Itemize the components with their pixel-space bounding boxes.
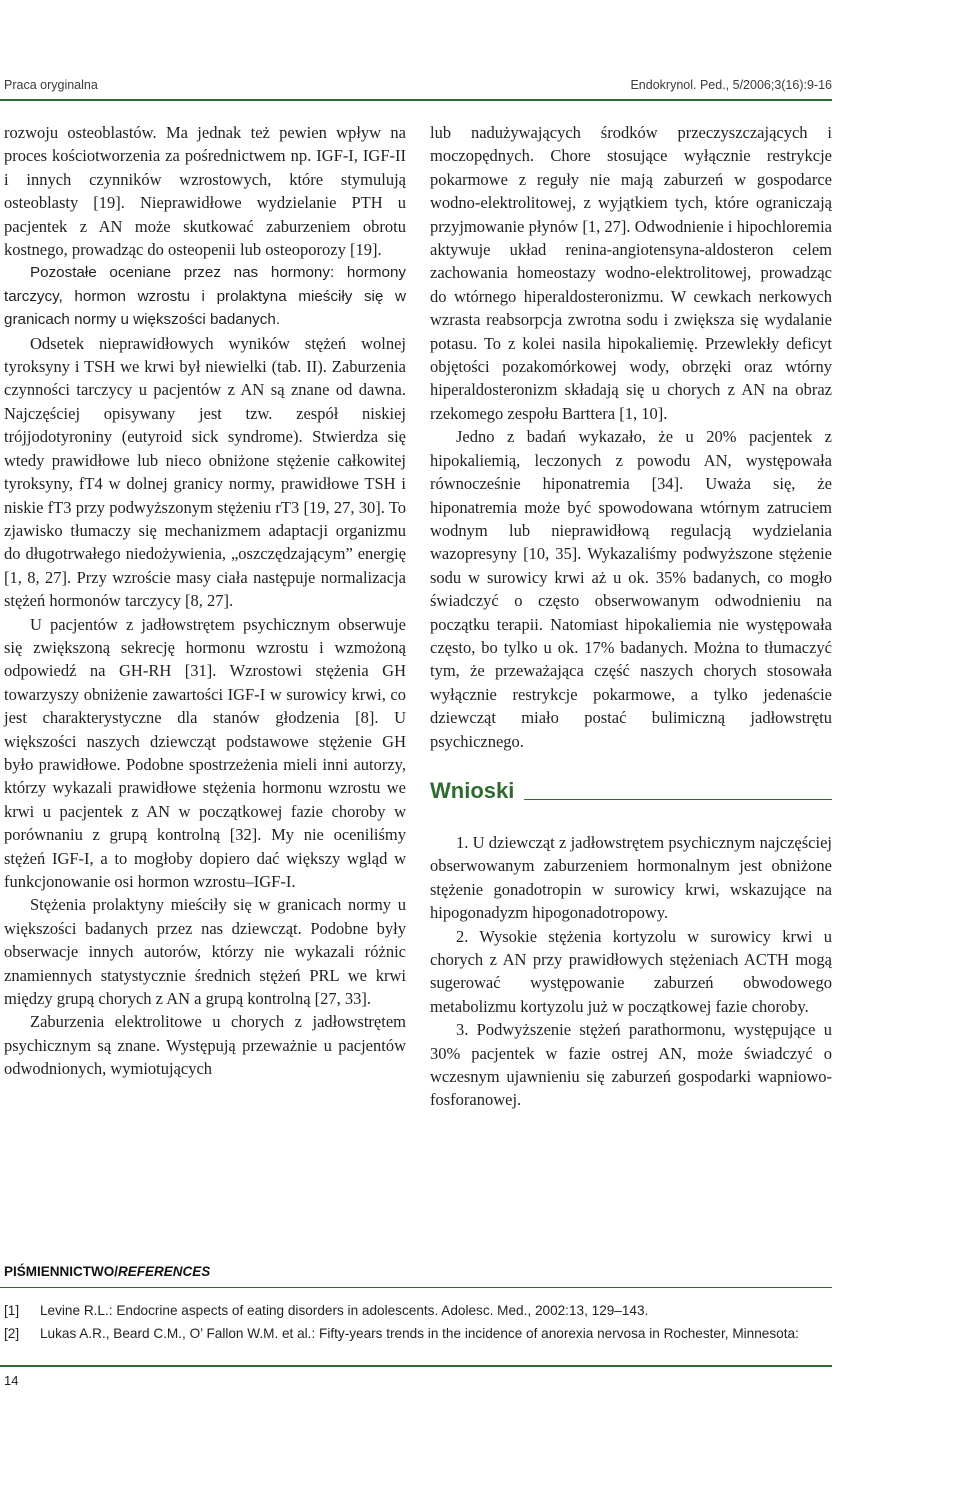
reference-item [4, 1303, 834, 1326]
reference-item [4, 1326, 834, 1349]
footer-divider [0, 1365, 832, 1367]
reference-number: [1] [4, 1303, 20, 1318]
section-title-underline [524, 799, 832, 800]
body-paragraph: Odsetek nieprawidłowych wyników stężeń wolnej tyroksyny i TSH we krwi był niewielki (tab. II). Zaburzenia czynności tarczycy u pacjentów z AN są znane od dawna. Najczęściej opisywany jest tzw. zespół niskiej trójjodotyroniny (eutyroid sick syndrome). Stwierdza się wtedy prawidłowe lub nieco obniżone stężenie całkowitej tyroksyny, fT4 w dolnej granicy normy, prawidłowe TSH i niskie fT3 przy podwyższonym stężeniu rT3 [19, 27, 30]. To zjawisko tłumaczy się mechanizmem adaptacji organizmu do długotrwałego niedożywienia, „oszczędzającym” energię [1, 8, 27]. Przy wzroście masy ciała następuje normalizacja stężeń hormonów tarczycy [8, 27]. [4, 333, 406, 611]
reference-text: Lukas A.R., Beard C.M., O’ Fallon W.M. et al.: Fifty-years trends in the incidence of anorexia nervosa in Rochester, Minnesota: [40, 1326, 799, 1341]
left-text-column [4, 121, 406, 1081]
conclusion-item: 2. Wysokie stężenia kortyzolu w surowicy krwi u chorych z AN przy prawidłowych stężeniach ACTH mogą sugerować występowanie zaburzeń obwodowego metabolizmu kortyzolu już w początkowej fazie choroby. [430, 926, 832, 1016]
references-divider [0, 1287, 832, 1288]
page-number: 14 [4, 1373, 19, 1388]
header-divider [0, 99, 832, 101]
reference-text: Levine R.L.: Endocrine aspects of eating disorders in adolescents. Adolesc. Med., 2002:13, 129–143. [40, 1303, 649, 1318]
body-paragraph: Stężenia prolaktyny mieściły się w granicach normy u większości badanych przez nas dziewcząt. Podobne były obserwacje innych autorów, którzy nie wykazali różnic znamiennych statystycznie średnich stężeń PRL we krwi między grupą chorych z AN a grupą kontrolną [27, 33]. [4, 895, 406, 1009]
body-paragraph: Zaburzenia elektrolitowe u chorych z jadłowstrętem psychicznym są znane. Występują przeważnie u pacjentów odwodnionych, wymiotujących [4, 1012, 406, 1079]
reference-number: [2] [4, 1326, 20, 1341]
conclusion-item: 1. U dziewcząt z jadłowstrętem psychicznym najczęściej obserwowanym zaburzeniem hormonalnym jest obniżone stężenie gonadotropin w surowicy krwi, wskazujące na hipogonadyzm hipogonadotropowy. [430, 832, 832, 923]
references-heading [4, 1264, 210, 1279]
section-title: Wnioski [430, 777, 515, 803]
running-header-right: Endokrynol. Ped., 5/2006;3(16):9-16 [630, 78, 832, 92]
body-paragraph: rozwoju osteoblastów. Ma jednak też pewien wpływ na proces kościotworzenia za pośrednictwem np. IGF-I, IGF-II i innych czynników wzrostowych, które stymulują osteoblasty [19]. Nieprawidłowe wydzielanie PTH u pacjentek z AN może skutkować zaburzeniem obrotu kostnego, prowadząc do osteopenii lub osteoporozy [19]. [4, 123, 406, 260]
right-text-column [430, 121, 832, 1112]
body-paragraph: U pacjentów z jadłowstrętem psychicznym obserwuje się zwiększoną sekrecję hormonu wzrostu i wzmożoną odpowiedź na GH-RH [31]. Wzrostowi stężenia GH towarzyszy obniżenie zawartości IGF-I w surowicy krwi, co jest charakterystyczne dla stanów głodzenia [8]. U większości naszych dziewcząt podstawowe stężenie GH było prawidłowe. Podobne spostrzeżenia mieli inni autorzy, którzy wykazali prawidłowe stężenia hormonu wzrostu we krwi u pacjentek z AN w początkowej fazie choroby w porównaniu z grupą kontrolną [32]. My nie oceniliśmy stężeń IGF-I, a to mogłoby dopiero dać większy wgląd w funkcjonowanie osi hormon wzrostu–IGF-I. [4, 614, 406, 891]
section-heading [430, 779, 832, 803]
references-title-en: REFERENCES [118, 1264, 211, 1279]
body-paragraph: lub nadużywających środków przeczyszczających i moczopędnych. Chore stosujące wyłącznie restrykcje pokarmowe z reguły nie mają zaburzeń w gospodarce wodno-elektrolitowej, z wyjątkiem tych, które ograniczają przyjmowanie płynów [1, 27]. Odwodnienie i hipochloremia aktywuje układ renina-angiotensyna-aldosteron celem zachowania homeostazy wodno-elektrolitowej, prowadząc do wtórnego hiperaldosteronizmu. W cewkach nerkowych wzrasta reabsorpcja zwrotna sodu i zwiększa się wydalanie potasu. To z kolei nasila hipokaliemię. Przewlekły deficyt objętości pozakomórkowej wody, obrzęki oraz wtórny hiperaldosteronizm składają się u chorych z AN na obraz rzekomego zespołu Barttera [1, 10]. [430, 123, 832, 423]
references-list [4, 1303, 834, 1349]
conclusion-item: 3. Podwyższenie stężeń parathormonu, występujące u 30% pacjentek w fazie ostrej AN, może świadczyć o wczesnym ujawnieniu się zaburzeń gospodarki wapniowo-fosforanowej. [430, 1020, 832, 1110]
body-paragraph: Pozostałe oceniane przez nas hormony: hormony tarczycy, hormon wzrostu i prolaktyna mieściły się w granicach normy u większości badanych. [4, 264, 406, 329]
running-header-left: Praca oryginalna [4, 78, 98, 92]
body-paragraph: Jedno z badań wykazało, że u 20% pacjentek z hipokaliemią, leczonych z powodu AN, występowała równocześnie hiponatremia [34]. Uważa się, że hiponatremia może być spowodowana wtórnym zatruciem wodnym lub nieprawidłową regulacją wydzielania wazopresyny [10, 35]. Wykazaliśmy podwyższone stężenie sodu w surowicy krwi aż u ok. 35% badanych, co mogło świadczyć o często obserwowanym odwodnieniu na początku terapii. Natomiast hipokaliemia nie występowała często, bo tylko u ok. 17% badanych. Można to tłumaczyć tym, że przeważająca część naszych chorych stosowała wyłącznie restrykcje pokarmowe, a tylko jedenaście dziewcząt miało postać bulimiczną jadłowstrętu psychicznego. [430, 427, 832, 751]
references-title-pl: PIŚMIENNICTWO/ [4, 1264, 118, 1279]
